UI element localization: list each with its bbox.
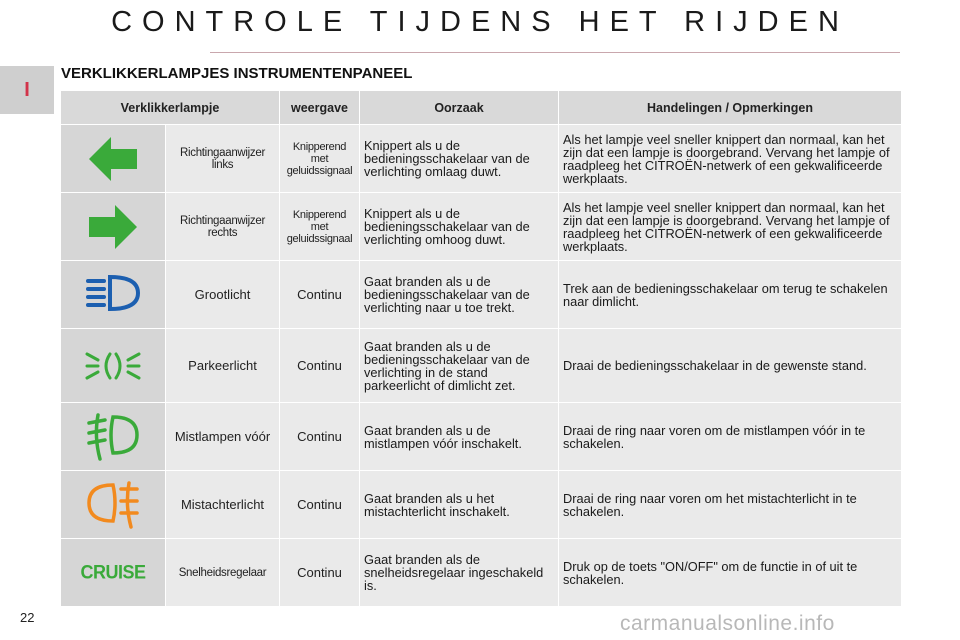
lamp-action: Als het lampje veel sneller knippert dan normaal, kan het zijn dat een lampje is doorgebrand. Vervang het lampje of raadpleeg het CITROËN-netwerk of een gekwalificeerde werkplaats. — [563, 131, 890, 186]
lamp-action: Draai de bedieningsschakelaar in de gewenste stand. — [563, 358, 867, 373]
table-row — [61, 261, 902, 329]
lamp-action: Trek aan de bedieningsschakelaar om terug te schakelen naar dimlicht. — [563, 280, 888, 309]
icon-cell — [61, 403, 166, 471]
icon-cell — [61, 539, 166, 607]
lamp-name: Grootlicht — [194, 287, 251, 302]
table-header-row — [61, 91, 902, 125]
table-row — [61, 329, 902, 403]
lamp-cause: Gaat branden als u de bedieningsschakelaar van de verlichting in de stand parkeerlicht of dimlicht zet. — [364, 338, 530, 393]
lamp-name: Parkeerlicht — [188, 358, 257, 373]
high-beam-icon — [84, 273, 142, 317]
lamp-name: Richtingaanwijzer rechts — [179, 214, 266, 239]
lamp-name: Snelheidsregelaar — [178, 566, 267, 579]
column-header-cause: Oorzaak — [360, 91, 559, 125]
table-row — [61, 403, 902, 471]
lamp-action: Draai de ring naar voren om de mistlampen vóór in te schakelen. — [563, 422, 866, 451]
watermark: carmanualsonline.info — [620, 612, 835, 635]
lamp-cause: Knippert als u de bedieningsschakelaar van de verlichting omlaag duwt. — [364, 138, 530, 179]
warning-lights-table — [60, 90, 902, 607]
lamp-action: Draai de ring naar voren om het mistachterlicht in te schakelen. — [563, 490, 857, 519]
parking-light-icon — [84, 346, 142, 386]
page-number: 22 — [20, 610, 35, 625]
title-divider — [210, 52, 900, 53]
table-row — [61, 539, 902, 607]
lamp-action: Druk op de toets "ON/OFF" om de functie in of uit te schakelen. — [563, 558, 858, 587]
lamp-name: Mistlampen vóór — [174, 429, 271, 444]
table-row — [61, 193, 902, 261]
lamp-cause: Gaat branden als de snelheidsregelaar ingeschakeld is. — [364, 552, 544, 593]
lamp-cause: Gaat branden als u het mistachterlicht inschakelt. — [364, 490, 510, 519]
icon-cell — [61, 329, 166, 403]
table-row — [61, 125, 902, 193]
lamp-display: Continu — [297, 358, 342, 373]
chapter-tab — [0, 66, 54, 114]
chapter-marker: I — [24, 78, 30, 101]
rear-fog-light-icon — [85, 479, 141, 531]
lamp-display: Continu — [297, 429, 342, 444]
cruise-control-icon: CRUISE — [80, 560, 146, 583]
left-arrow-icon — [85, 134, 141, 184]
icon-cell — [61, 471, 166, 539]
column-header-lamp: Verklikkerlampje — [61, 91, 280, 125]
lamp-display: Continu — [297, 287, 342, 302]
lamp-display: Continu — [297, 497, 342, 512]
front-fog-light-icon — [85, 411, 141, 463]
lamp-display: Knipperend met geluidssignaal — [286, 208, 353, 245]
lamp-name: Mistachterlicht — [180, 497, 265, 512]
column-header-action: Handelingen / Opmerkingen — [559, 91, 902, 125]
right-arrow-icon — [85, 202, 141, 252]
table-row — [61, 471, 902, 539]
column-header-display: weergave — [280, 91, 360, 125]
page-title: CONTROLE TIJDENS HET RIJDEN — [111, 6, 849, 38]
lamp-action: Als het lampje veel sneller knippert dan normaal, kan het zijn dat een lampje is doorgebrand. Vervang het lampje of raadpleeg het CITROËN-netwerk of een gekwalificeerde werkplaats. — [563, 199, 890, 254]
section-title: VERKLIKKERLAMPJES INSTRUMENTENPANEEL — [61, 65, 413, 82]
lamp-cause: Knippert als u de bedieningsschakelaar van de verlichting omhoog duwt. — [364, 206, 530, 247]
icon-cell — [61, 125, 166, 193]
lamp-name: Richtingaanwijzer links — [179, 146, 266, 171]
lamp-cause: Gaat branden als u de bedieningsschakelaar van de verlichting naar u toe trekt. — [364, 274, 530, 315]
icon-cell — [61, 193, 166, 261]
lamp-display: Continu — [297, 565, 342, 580]
icon-cell — [61, 261, 166, 329]
lamp-display: Knipperend met geluidssignaal — [286, 140, 353, 177]
lamp-cause: Gaat branden als u de mistlampen vóór inschakelt. — [364, 422, 522, 451]
